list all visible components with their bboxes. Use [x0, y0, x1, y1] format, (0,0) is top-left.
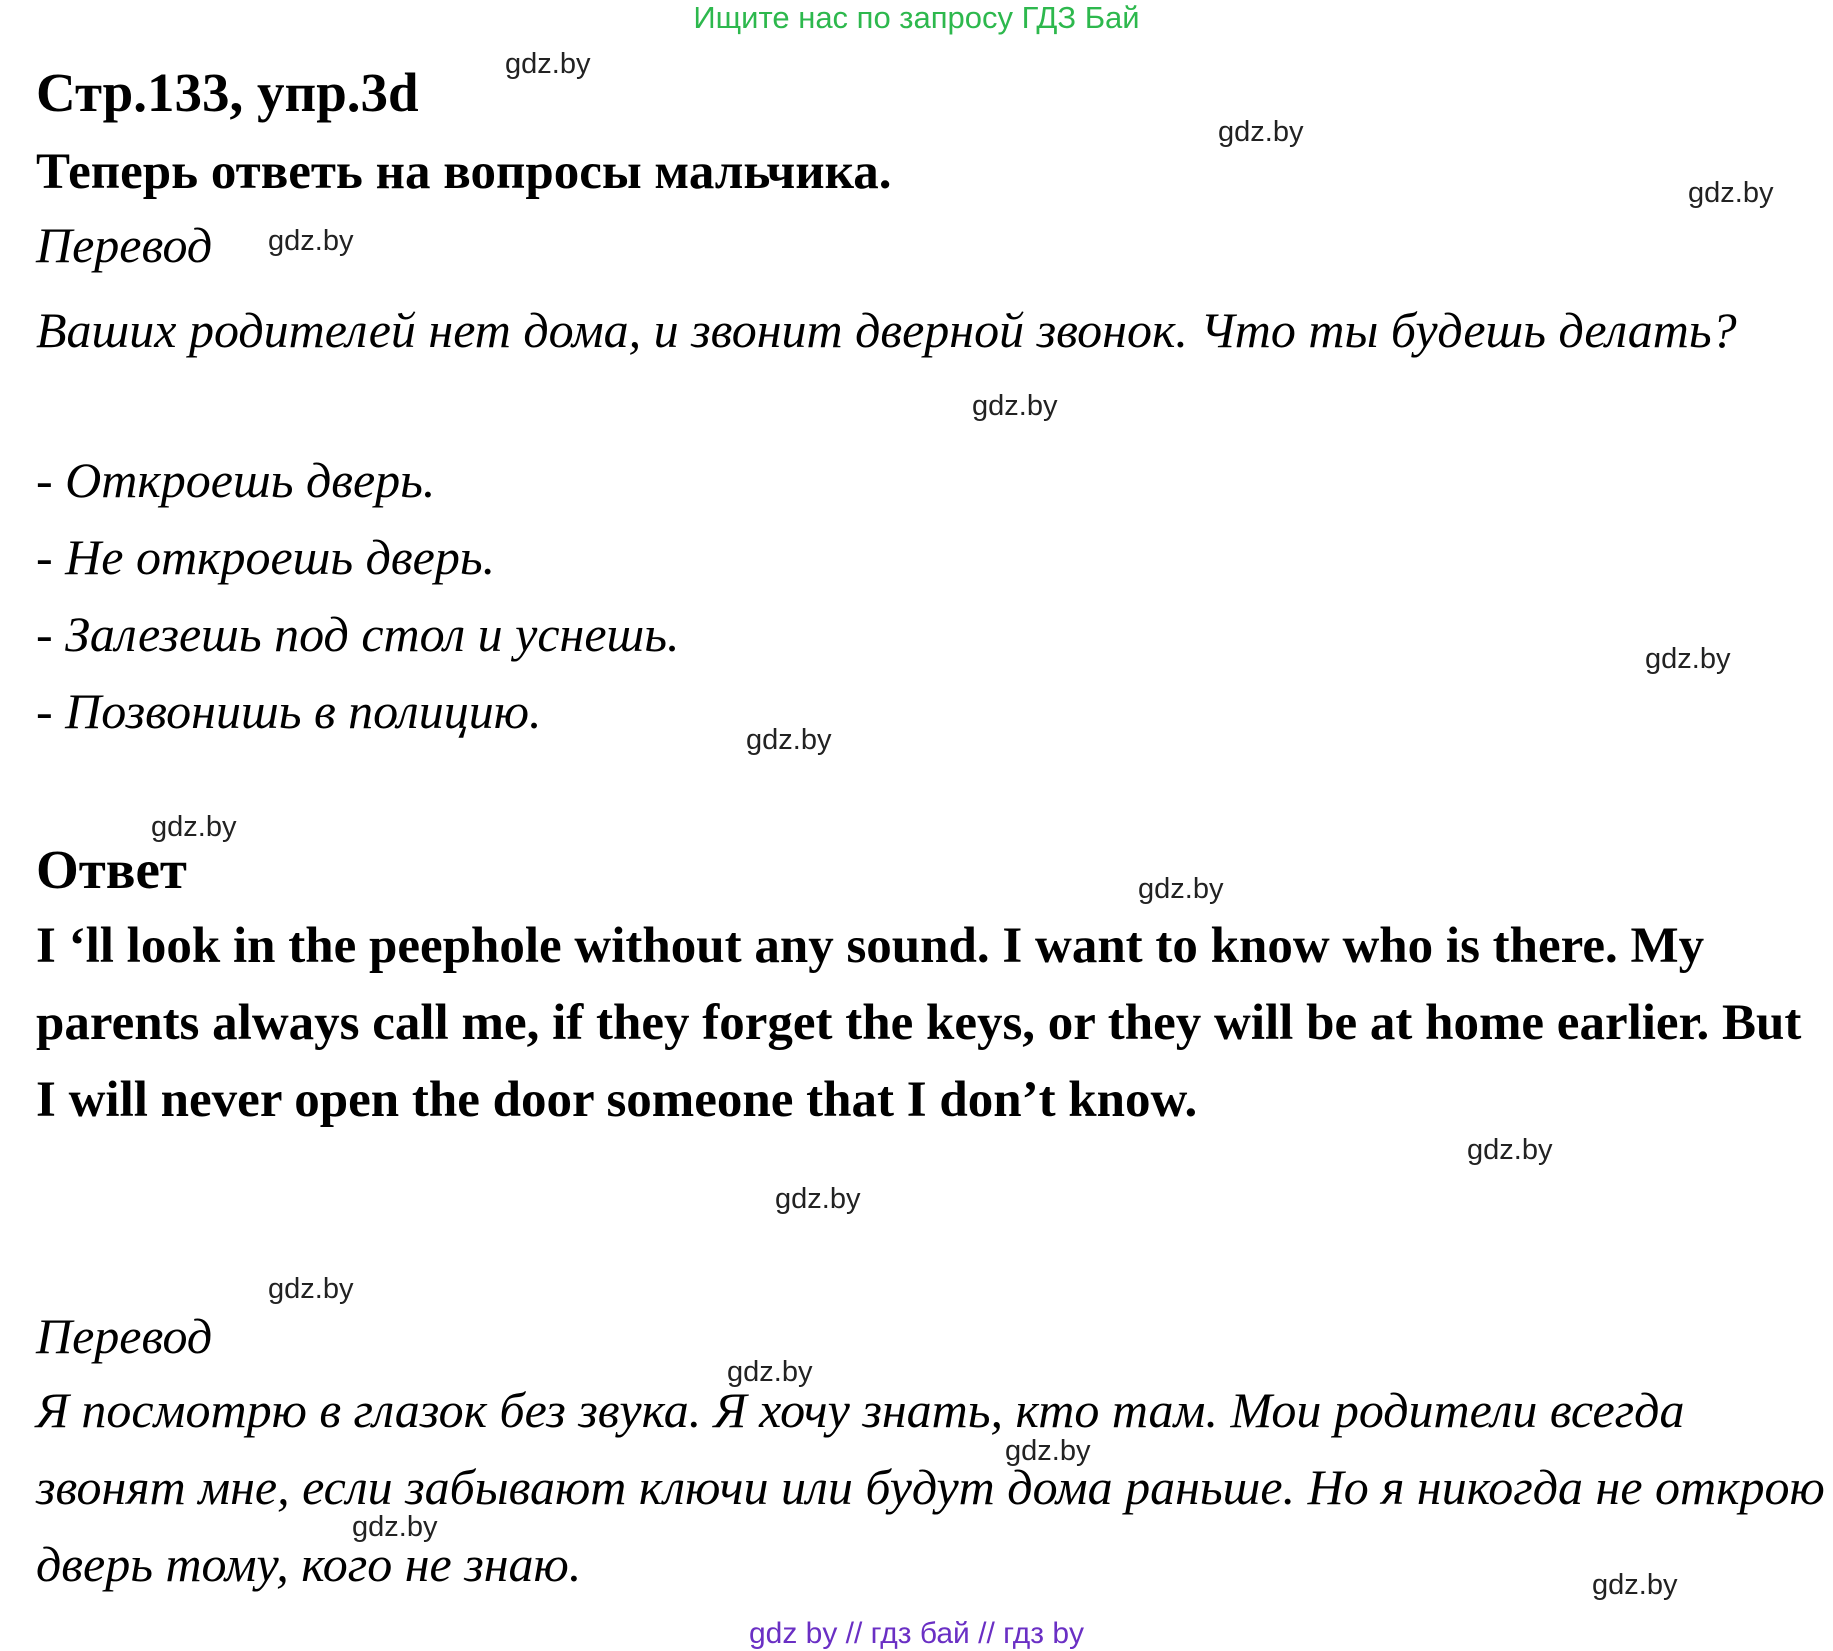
footer-links: gdz by // гдз бай // гдз by: [748, 1617, 1085, 1650]
watermark: gdz.by: [1592, 1569, 1678, 1601]
watermark: gdz.by: [1467, 1134, 1553, 1166]
page-heading: Стр.133, упр.3d: [36, 62, 419, 123]
watermark: gdz.by: [1688, 177, 1774, 209]
question-text: Ваших родителей нет дома, и звонит дверной звонок. Что ты будешь делать?: [36, 302, 1737, 358]
option-item: - Залезешь под стол и уснешь.: [36, 606, 680, 662]
watermark: gdz.by: [1645, 643, 1731, 675]
translation-label: Перевод: [36, 1308, 213, 1364]
watermark: gdz.by: [746, 724, 832, 756]
translation-label: Перевод: [36, 217, 213, 273]
watermark: gdz.by: [151, 811, 237, 843]
search-banner: Ищите нас по запросу ГДЗ Бай: [693, 0, 1140, 35]
watermark: gdz.by: [1138, 873, 1224, 905]
watermark: gdz.by: [352, 1511, 438, 1543]
option-item: - Откроешь дверь.: [36, 452, 436, 508]
task-instruction: Теперь ответь на вопросы мальчика.: [36, 144, 892, 200]
watermark: gdz.by: [1218, 116, 1304, 148]
option-item: - Не откроешь дверь.: [36, 529, 496, 585]
answer-text: I ‘ll look in the peephole without any sound. I want to know who is there. My parents always call me, if they forget the keys, or they will be at home earlier. But I will never open the door someone that I don’t know.: [36, 918, 1802, 1128]
watermark: gdz.by: [775, 1183, 861, 1215]
watermark: gdz.by: [727, 1356, 813, 1388]
watermark: gdz.by: [268, 1273, 354, 1305]
watermark: gdz.by: [972, 390, 1058, 422]
answer-translation: Я посмотрю в глазок без звука. Я хочу знать, кто там. Мои родители всегда звонят мне, если забывают ключи или будут дома раньше. Но я никогда не открою дверь тому, кого не знаю.: [36, 1382, 1825, 1592]
answer-label: Ответ: [36, 839, 187, 900]
option-item: - Позвонишь в полицию.: [36, 683, 542, 739]
watermark: gdz.by: [505, 48, 591, 80]
watermark: gdz.by: [1005, 1435, 1091, 1467]
watermark: gdz.by: [268, 225, 354, 257]
